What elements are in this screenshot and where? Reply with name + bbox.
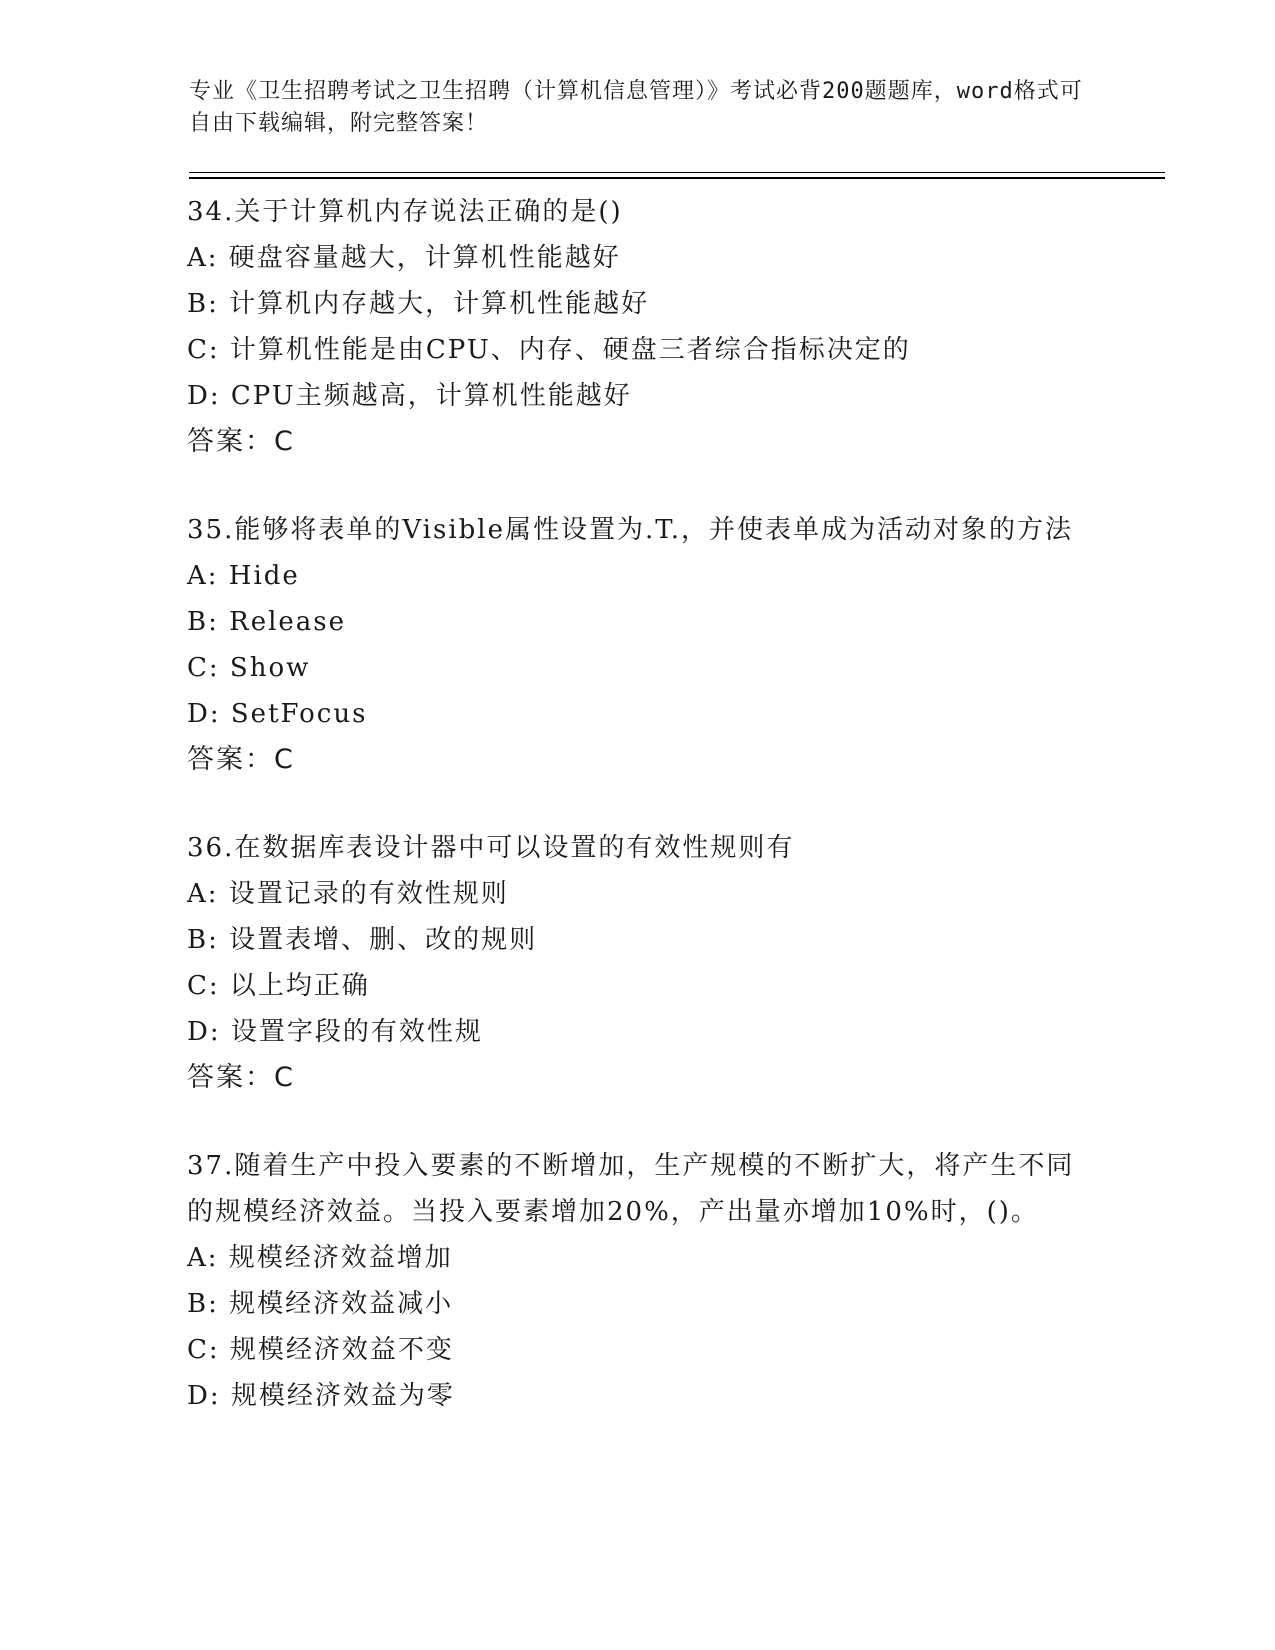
option-d: D: 设置字段的有效性规: [187, 1017, 483, 1047]
option-c: C: 规模经济效益不变: [187, 1335, 454, 1365]
header-divider-thin: [189, 172, 1165, 173]
option-c: C: 以上均正确: [187, 971, 370, 1001]
answer-line: 答案：C: [187, 1062, 295, 1093]
answer-line: 答案：C: [187, 426, 295, 457]
question-34: [187, 189, 1087, 465]
option-b: B: 计算机内存越大，计算机性能越好: [187, 289, 650, 319]
question-stem: 34.关于计算机内存说法正确的是(): [187, 197, 623, 227]
document-header: 专业《卫生招聘考试之卫生招聘（计算机信息管理）》考试必背200题题库，word格式可自由下载编辑，附完整答案！: [189, 79, 1083, 136]
question-stem: 36.在数据库表设计器中可以设置的有效性规则有: [187, 833, 795, 863]
option-a: A: 硬盘容量越大，计算机性能越好: [187, 243, 621, 273]
question-36: [187, 825, 1087, 1101]
option-d: D: SetFocus: [187, 699, 368, 729]
header-divider-thick: [189, 177, 1165, 179]
question-stem: 37.随着生产中投入要素的不断增加，生产规模的不断扩大，将产生不同的规模经济效益。当投入要素增加20%，产出量亦增加10%时，()。: [187, 1151, 1075, 1227]
option-c: C: Show: [187, 653, 311, 683]
question-list: [187, 189, 1087, 1461]
question-37: [187, 1143, 1087, 1419]
answer-line: 答案：C: [187, 744, 295, 775]
option-b: B: 设置表增、删、改的规则: [187, 925, 538, 955]
option-d: D: 规模经济效益为零: [187, 1381, 455, 1411]
option-b: B: 规模经济效益减小: [187, 1289, 454, 1319]
option-a: A: 设置记录的有效性规则: [187, 879, 509, 909]
question-35: [187, 507, 1087, 783]
option-d: D: CPU主频越高，计算机性能越好: [187, 381, 632, 411]
option-a: A: Hide: [187, 561, 300, 591]
option-a: A: 规模经济效益增加: [187, 1243, 453, 1273]
option-b: B: Release: [187, 607, 347, 637]
question-stem: 35.能够将表单的Visible属性设置为.T.，并使表单成为活动对象的方法: [187, 515, 1074, 545]
option-c: C: 计算机性能是由CPU、内存、硬盘三者综合指标决定的: [187, 335, 911, 365]
